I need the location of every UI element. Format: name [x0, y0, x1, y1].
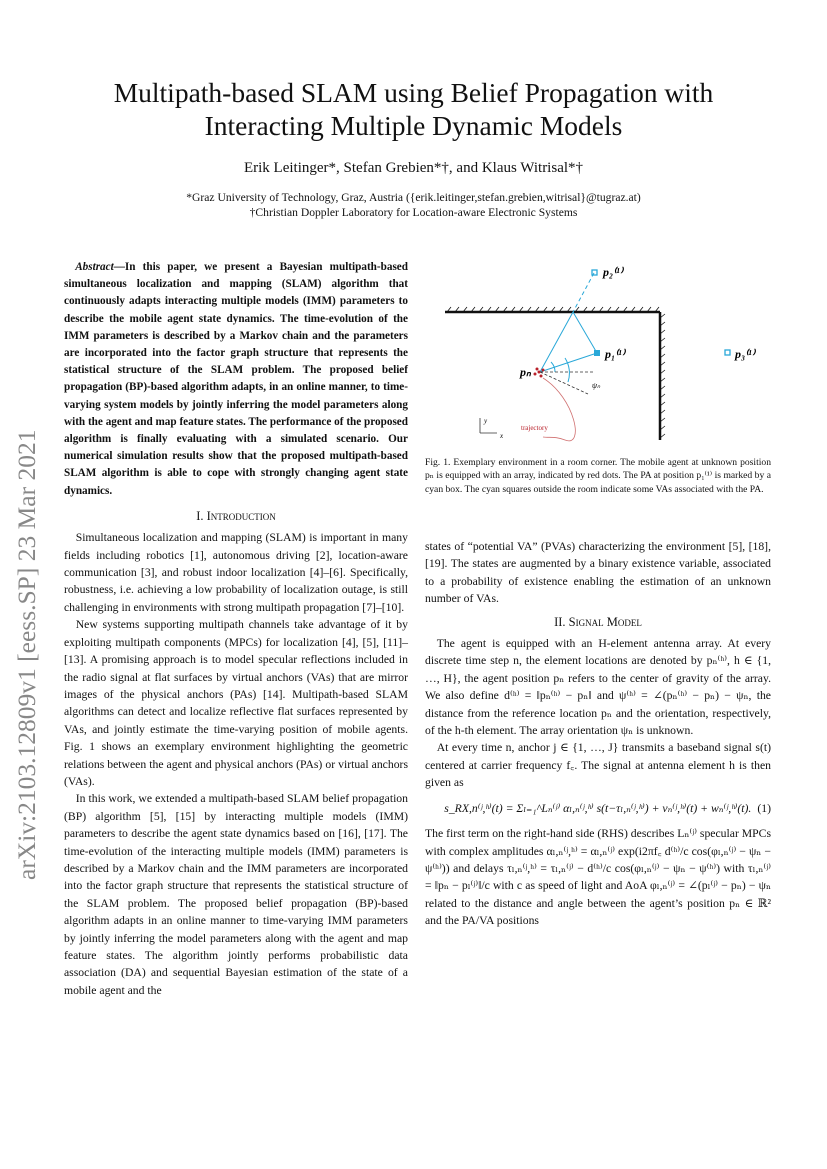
- label-pn: pₙ: [520, 365, 531, 379]
- paper-title: Multipath-based SLAM using Belief Propagation with Interacting Multiple Dynamic Models: [113, 77, 714, 141]
- orientation-lines: [540, 372, 595, 394]
- paragraph: The agent is equipped with an H-element antenna array. At every discrete time step n, the element locations are denoted by pₙ⁽ʰ⁾, h ∈ {1, …, H}, the agent position pₙ refers to the center of gravity of the array. We also define d⁽ʰ⁾ = ‖pₙ⁽ʰ⁾ − pₙ‖ and ψ⁽ʰ⁾ = ∠(pₙ⁽ʰ⁾ − pₙ) − ψₙ, the distance from the reference location pₙ and the orientation, respectively, of the h-th element. The array orientation ψₙ is unknown.: [425, 637, 771, 738]
- trajectory-curve: [543, 378, 575, 441]
- equation-1: [425, 800, 771, 817]
- paragraph: The first term on the right-hand side (RHS) describes Lₙ⁽ʲ⁾ specular MPCs with complex amplitudes αₗ,ₙ⁽ʲ,ʰ⁾ = αₗ,ₙ⁽ʲ⁾ exp(i2πf꜀ d⁽ʰ⁾/c cos(φₗ,ₙ⁽ʲ⁾ − ψₙ − ψ⁽ʰ⁾)) and delays τₗ,ₙ⁽ʲ,ʰ⁾ = τₗ,ₙ⁽ʲ⁾ − d⁽ʰ⁾/c cos(φₗ,ₙ⁽ʲ⁾ − ψₙ − ψ⁽ʰ⁾) with τₗ,ₙ⁽ʲ⁾ = ‖pₙ − pₗ⁽ʲ⁾‖/c with c as speed of light and AoA φₗ,ₙ⁽ʲ⁾ = ∠(pₗ⁽ʲ⁾ − pₙ) − ψₙ related to the distance and angle between the agent’s position pₙ ∈ ℝ² and the PA/VA positions: [425, 827, 771, 928]
- label-y: y: [484, 417, 488, 425]
- left-column: [64, 259, 408, 999]
- section-heading-introduction: I. Introduction: [196, 508, 276, 523]
- label-p3: p₃⁽¹⁾: [735, 347, 755, 361]
- affiliation-2: †Christian Doppler Laboratory for Location-aware Electronic Systems: [249, 206, 578, 219]
- label-x: x: [500, 432, 504, 440]
- paragraph: states of “potential VA” (PVAs) characterizing the environment [5], [18], [19]. The states are augmented by a binary existence variable, associated to a probability of existence enabling the estimation of an unknown number of VAs.: [425, 540, 771, 606]
- equation-number: (1): [757, 801, 771, 815]
- label-p2: p₂⁽¹⁾: [603, 265, 623, 279]
- pa-p1-marker: [594, 350, 600, 356]
- label-p1: p₁⁽¹⁾: [605, 347, 625, 361]
- right-column: [425, 538, 771, 930]
- abstract-label: Abstract: [75, 261, 114, 273]
- section-heading-signal-model: II. Signal Model: [554, 614, 642, 629]
- arxiv-stamp-text: arXiv:2103.12809v1 [eess.SP] 23 Mar 2021: [12, 429, 41, 880]
- va-p3-marker: [725, 350, 730, 355]
- affiliations: [60, 190, 767, 220]
- va-p2-marker: [592, 270, 597, 275]
- room-corner-diagram: [425, 258, 771, 448]
- paragraph: In this work, we extended a multipath-based SLAM belief propagation (BP) algorithm [5], [15] by interacting multiple models (IMM) parameters to describe the agent state dynamics based on [16], [17]. The time-evolution of the interacting multiple models (IMM) parameters is described by a Markov chain and the IMM parameters are incorporated into the factor graph structure that represents the statistical structure of the SLAM problem. The proposed belief propagation (BP)-based algorithm adapts in an online manner to time-varying IMM parameters by jointly inferring the model parameters along with the agent and map feature states. The algorithm jointly performs probabilistic data association (DA) and sequential Bayesian estimation of the state of a mobile agent and the: [64, 792, 408, 997]
- label-psi: ψₙ: [592, 381, 601, 390]
- figure-1: [425, 258, 771, 448]
- paragraph: At every time n, anchor j ∈ {1, …, J} transmits a baseband signal s(t) centered at carrier frequency f꜀. The signal at antenna element h is then given as: [425, 741, 771, 790]
- paragraph: New systems supporting multipath channels take advantage of it by exploiting multipath components (MPCs) for localization [4], [5], [11]–[13]. A promising approach is to model specular reflections included in the radio signal at flat surfaces by virtual anchors (VAs) that are mirror images of the physical anchors (PAs) [14]. Multipath-based SLAM algorithms can detect and localize reflective flat surfaces represented by VAs, and jointly estimate the time-varying position of mobile agents. Fig. 1 shows an exemplary environment highlighting the geometric relations between the agent and physical anchors (PAs) or virtual anchors (VAs).: [64, 618, 408, 788]
- abstract: [64, 259, 408, 500]
- affiliation-1: *Graz University of Technology, Graz, Austria ({erik.leitinger,stefan.grebien,witrisal}@tugraz.at): [186, 191, 641, 204]
- authors: Erik Leitinger*, Stefan Grebien*†, and Klaus Witrisal*†: [243, 160, 584, 176]
- equation-body: s_RX,n⁽ʲ,ʰ⁾(t) = Σₗ₌₁^Lₙ⁽ʲ⁾ αₗ,ₙ⁽ʲ,ʰ⁾ s(t−τₗ,ₙ⁽ʲ,ʰ⁾) + νₙ⁽ʲ,ʰ⁾(t) + wₙ⁽ʲ,ʰ⁾(t).: [444, 801, 752, 815]
- arxiv-stamp: [12, 250, 52, 880]
- axes-icon: [480, 418, 497, 433]
- figure-caption: Fig. 1. Exemplary environment in a room corner. The mobile agent at unknown position pₙ is equipped with an array, indicated by red dots. The PA at position p₁⁽¹⁾ is marked by a cyan box. The cyan squares outside the room indicate some VAs associated with the PA.: [425, 457, 771, 495]
- abstract-text: —In this paper, we present a Bayesian multipath-based simultaneous localization and mapping (SLAM) algorithm that continuously adapts interacting multiple models (IMM) parameters to describe the mobile agent state dynamics. The time-evolution of the IMM parameters is described by a Markov chain and the parameters are incorporated into the factor graph structure that represents the statistical structure of the SLAM problem. The proposed belief propagation (BP)-based algorithm adapts, in an online manner, to time-varying system models by jointly inferring the model parameters along with the agent and map feature states. The performance of the proposed algorithm is finally evaluating with a simulated scenario. Our numerical simulation results show that the proposed multipath-based SLAM algorithm is able to cope with strongly changing agent state dynamics.: [64, 261, 408, 497]
- label-trajectory: trajectory: [521, 424, 548, 432]
- signal-paths: [540, 273, 597, 382]
- wall: [445, 307, 665, 440]
- paragraph: Simultaneous localization and mapping (SLAM) is important in many fields including robotics [1], autonomous driving [2], location-aware communication [3], and robust indoor localization [4]–[6]. Specifically, robustness, i.e. achieving a low probability of localization outage, is still challenging in environments with strong multipath propagation [7]–[10].: [64, 531, 408, 614]
- agent-array-dots: [534, 368, 545, 378]
